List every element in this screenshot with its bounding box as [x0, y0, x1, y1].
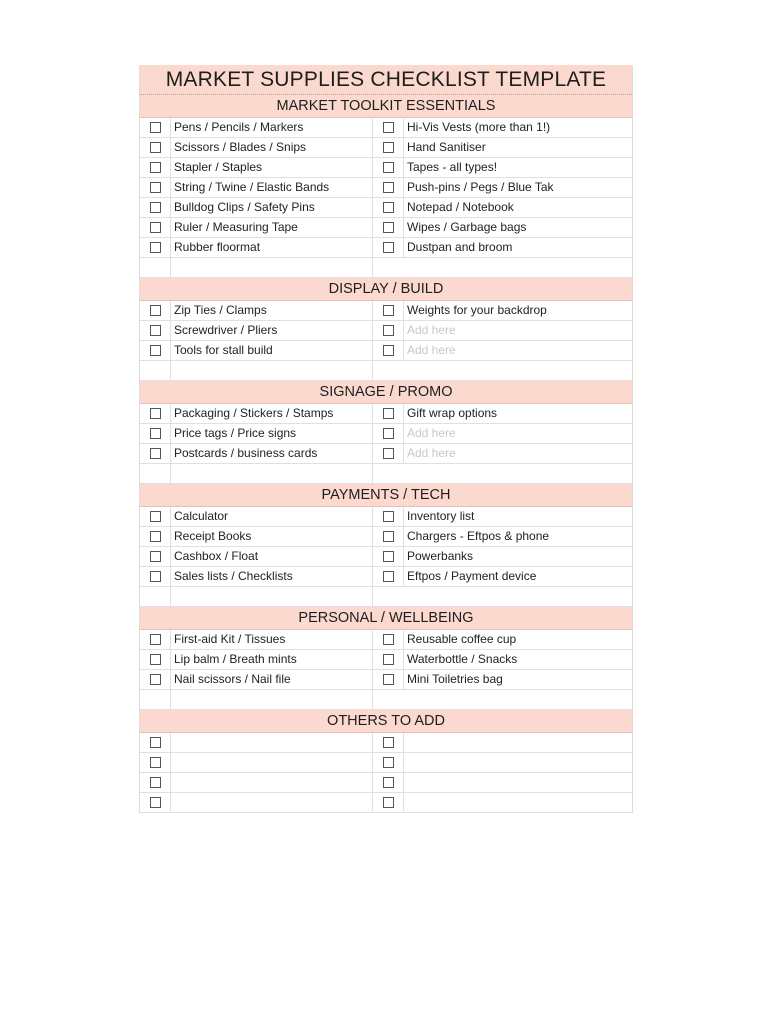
- checkbox-right[interactable]: [383, 551, 394, 562]
- spacer-cell: [171, 690, 373, 709]
- spacer-cell: [140, 258, 171, 277]
- checkbox-cell: [140, 178, 171, 197]
- checkbox-right[interactable]: [383, 634, 394, 645]
- section-heading: OTHERS TO ADD: [140, 710, 632, 733]
- item-label-right[interactable]: [404, 753, 631, 772]
- spacer-cell: [140, 361, 171, 380]
- checklist-row: [140, 793, 632, 813]
- checklist-row: [140, 733, 632, 753]
- checkbox-right[interactable]: [383, 757, 394, 768]
- checkbox-cell: [140, 793, 171, 812]
- checkbox-right[interactable]: [383, 428, 394, 439]
- checklist-row: [140, 404, 632, 424]
- item-label-left: Rubber floormat: [171, 238, 373, 257]
- checkbox-right[interactable]: [383, 777, 394, 788]
- checkbox-cell: [373, 301, 404, 320]
- checkbox-cell: [140, 424, 171, 443]
- checklist-row: [140, 198, 632, 218]
- item-label-right: Mini Toiletries bag: [407, 672, 503, 686]
- checkbox-right[interactable]: [383, 511, 394, 522]
- item-label-left: Tools for stall build: [171, 341, 373, 360]
- checkbox-cell: [140, 404, 171, 423]
- checkbox-cell: [140, 773, 171, 792]
- item-label-left: Screwdriver / Pliers: [171, 321, 373, 340]
- item-label-left: Postcards / business cards: [171, 444, 373, 463]
- checkbox-left[interactable]: [150, 797, 161, 808]
- checkbox-left[interactable]: [150, 551, 161, 562]
- item-label-left: Packaging / Stickers / Stamps: [171, 404, 373, 423]
- item-label-left[interactable]: [171, 733, 373, 752]
- checkbox-left[interactable]: [150, 757, 161, 768]
- item-label-left: Bulldog Clips / Safety Pins: [171, 198, 373, 217]
- item-label-right: Notepad / Notebook: [407, 200, 514, 214]
- item-label-right: Weights for your backdrop: [407, 303, 547, 317]
- checklist-row: [140, 670, 632, 690]
- checkbox-left[interactable]: [150, 737, 161, 748]
- checkbox-right[interactable]: [383, 674, 394, 685]
- checklist-row: [140, 444, 632, 464]
- checkbox-right[interactable]: [383, 531, 394, 542]
- item-label-left[interactable]: [171, 753, 373, 772]
- item-label-left: Price tags / Price signs: [171, 424, 373, 443]
- checkbox-cell: [373, 341, 404, 360]
- checkbox-left[interactable]: [150, 222, 161, 233]
- checkbox-right[interactable]: [383, 242, 394, 253]
- checkbox-cell: [140, 733, 171, 752]
- checkbox-cell: [373, 773, 404, 792]
- checkbox-cell: [140, 527, 171, 546]
- checkbox-cell: [140, 547, 171, 566]
- checkbox-cell: [140, 218, 171, 237]
- item-label-left: Pens / Pencils / Markers: [171, 118, 373, 137]
- checkbox-right[interactable]: [383, 305, 394, 316]
- checklist-row: [140, 773, 632, 793]
- checklist-row: [140, 321, 632, 341]
- checkbox-cell: [140, 321, 171, 340]
- checkbox-cell: [140, 118, 171, 137]
- item-label-right: Hi-Vis Vests (more than 1!): [407, 120, 551, 134]
- checklist-row: [140, 567, 632, 587]
- checkbox-cell: [373, 158, 404, 177]
- item-label-right[interactable]: Add here: [407, 343, 456, 357]
- checkbox-cell: [140, 507, 171, 526]
- checkbox-left[interactable]: [150, 428, 161, 439]
- item-label-left[interactable]: [171, 793, 373, 812]
- spacer-cell: [140, 690, 171, 709]
- item-label-right: Dustpan and broom: [407, 240, 513, 254]
- checkbox-right[interactable]: [383, 162, 394, 173]
- checklist-row: [140, 650, 632, 670]
- item-label-right: Tapes - all types!: [407, 160, 498, 174]
- section-heading: PERSONAL / WELLBEING: [140, 607, 632, 630]
- sections-container: [140, 95, 632, 813]
- item-label-right[interactable]: Add here: [407, 426, 456, 440]
- checkbox-cell: [140, 198, 171, 217]
- spacer-cell: [171, 464, 373, 483]
- checklist-row: [140, 753, 632, 773]
- checkbox-left[interactable]: [150, 531, 161, 542]
- checklist-row: [140, 218, 632, 238]
- item-label-left: Cashbox / Float: [171, 547, 373, 566]
- checkbox-cell: [373, 527, 404, 546]
- checkbox-cell: [373, 650, 404, 669]
- item-label-left: Nail scissors / Nail file: [171, 670, 373, 689]
- checkbox-cell: [373, 118, 404, 137]
- item-label-right: Reusable coffee cup: [407, 632, 517, 646]
- item-label-left: Lip balm / Breath mints: [171, 650, 373, 669]
- checkbox-cell: [373, 238, 404, 257]
- spacer-row: [140, 361, 632, 381]
- checklist-sheet: [139, 65, 633, 813]
- checkbox-cell: [373, 567, 404, 586]
- checkbox-right[interactable]: [383, 142, 394, 153]
- section-heading: MARKET TOOLKIT ESSENTIALS: [140, 95, 632, 118]
- checkbox-left[interactable]: [150, 674, 161, 685]
- spacer-cell: [140, 464, 171, 483]
- checkbox-cell: [373, 733, 404, 752]
- checkbox-cell: [373, 218, 404, 237]
- item-label-right: Push-pins / Pegs / Blue Tak: [407, 180, 554, 194]
- checkbox-left[interactable]: [150, 325, 161, 336]
- checkbox-right[interactable]: [383, 182, 394, 193]
- checkbox-cell: [140, 650, 171, 669]
- checkbox-left[interactable]: [150, 202, 161, 213]
- section-heading: SIGNAGE / PROMO: [140, 381, 632, 404]
- item-label-right: Waterbottle / Snacks: [407, 652, 518, 666]
- checkbox-left[interactable]: [150, 777, 161, 788]
- item-label-left: String / Twine / Elastic Bands: [171, 178, 373, 197]
- checkbox-cell: [373, 507, 404, 526]
- section-heading: PAYMENTS / TECH: [140, 484, 632, 507]
- checkbox-cell: [140, 238, 171, 257]
- item-label-right: Powerbanks: [407, 549, 474, 563]
- checkbox-cell: [140, 630, 171, 649]
- item-label-left: First-aid Kit / Tissues: [171, 630, 373, 649]
- item-label-left: Ruler / Measuring Tape: [171, 218, 373, 237]
- spacer-cell: [171, 361, 373, 380]
- checkbox-left[interactable]: [150, 162, 161, 173]
- checkbox-left[interactable]: [150, 122, 161, 133]
- checklist-row: [140, 118, 632, 138]
- item-label-right: Eftpos / Payment device: [407, 569, 537, 583]
- checkbox-left[interactable]: [150, 142, 161, 153]
- checkbox-left[interactable]: [150, 654, 161, 665]
- checkbox-right[interactable]: [383, 737, 394, 748]
- checklist-row: [140, 527, 632, 547]
- checklist-row: [140, 424, 632, 444]
- checkbox-left[interactable]: [150, 305, 161, 316]
- checkbox-cell: [140, 444, 171, 463]
- checkbox-cell: [373, 670, 404, 689]
- checkbox-cell: [373, 138, 404, 157]
- checkbox-cell: [373, 793, 404, 812]
- checklist-row: [140, 507, 632, 527]
- checkbox-cell: [373, 424, 404, 443]
- checkbox-right[interactable]: [383, 654, 394, 665]
- item-label-right[interactable]: Add here: [407, 323, 456, 337]
- item-label-right: Chargers - Eftpos & phone: [407, 529, 550, 543]
- checkbox-right[interactable]: [383, 122, 394, 133]
- item-label-left[interactable]: [171, 773, 373, 792]
- item-label-left: Calculator: [171, 507, 373, 526]
- checkbox-cell: [140, 670, 171, 689]
- spacer-row: [140, 690, 632, 710]
- checklist-row: [140, 630, 632, 650]
- spacer-cell: [140, 587, 171, 606]
- checkbox-right[interactable]: [383, 345, 394, 356]
- checkbox-right[interactable]: [383, 202, 394, 213]
- checkbox-cell: [373, 547, 404, 566]
- spacer-cell: [171, 258, 373, 277]
- checkbox-right[interactable]: [383, 448, 394, 459]
- checklist-row: [140, 178, 632, 198]
- checkbox-cell: [140, 301, 171, 320]
- page-title: MARKET SUPPLIES CHECKLIST TEMPLATE: [140, 65, 632, 95]
- checkbox-cell: [373, 198, 404, 217]
- checkbox-cell: [140, 158, 171, 177]
- checkbox-right[interactable]: [383, 325, 394, 336]
- spacer-row: [140, 587, 632, 607]
- checkbox-left[interactable]: [150, 182, 161, 193]
- checkbox-left[interactable]: [150, 448, 161, 459]
- checkbox-right[interactable]: [383, 408, 394, 419]
- item-label-right: Inventory list: [407, 509, 475, 523]
- checkbox-left[interactable]: [150, 511, 161, 522]
- checkbox-left[interactable]: [150, 571, 161, 582]
- checkbox-right[interactable]: [383, 571, 394, 582]
- checkbox-left[interactable]: [150, 408, 161, 419]
- spacer-cell: [171, 587, 373, 606]
- checklist-row: [140, 138, 632, 158]
- checkbox-right[interactable]: [383, 222, 394, 233]
- item-label-left: Zip Ties / Clamps: [171, 301, 373, 320]
- item-label-left: Sales lists / Checklists: [171, 567, 373, 586]
- item-label-right: Gift wrap options: [407, 406, 498, 420]
- spacer-row: [140, 464, 632, 484]
- item-label-right[interactable]: [404, 793, 631, 812]
- checkbox-left[interactable]: [150, 345, 161, 356]
- section-heading: DISPLAY / BUILD: [140, 278, 632, 301]
- item-label-left: Receipt Books: [171, 527, 373, 546]
- item-label-left: Stapler / Staples: [171, 158, 373, 177]
- item-label-right[interactable]: [404, 733, 631, 752]
- spacer-row: [140, 258, 632, 278]
- checkbox-cell: [140, 753, 171, 772]
- checkbox-cell: [373, 630, 404, 649]
- checklist-row: [140, 301, 632, 321]
- item-label-right: Wipes / Garbage bags: [407, 220, 527, 234]
- checkbox-cell: [373, 444, 404, 463]
- checklist-row: [140, 547, 632, 567]
- checkbox-left[interactable]: [150, 242, 161, 253]
- checkbox-cell: [373, 404, 404, 423]
- checklist-row: [140, 238, 632, 258]
- checklist-row: [140, 341, 632, 361]
- item-label-left: Scissors / Blades / Snips: [171, 138, 373, 157]
- item-label-right: Hand Sanitiser: [407, 140, 486, 154]
- checkbox-cell: [140, 567, 171, 586]
- checklist-row: [140, 158, 632, 178]
- checkbox-cell: [140, 138, 171, 157]
- checkbox-right[interactable]: [383, 797, 394, 808]
- checkbox-left[interactable]: [150, 634, 161, 645]
- item-label-right[interactable]: Add here: [407, 446, 456, 460]
- checkbox-cell: [140, 341, 171, 360]
- checkbox-cell: [373, 753, 404, 772]
- checkbox-cell: [373, 321, 404, 340]
- item-label-right[interactable]: [404, 773, 631, 792]
- checkbox-cell: [373, 178, 404, 197]
